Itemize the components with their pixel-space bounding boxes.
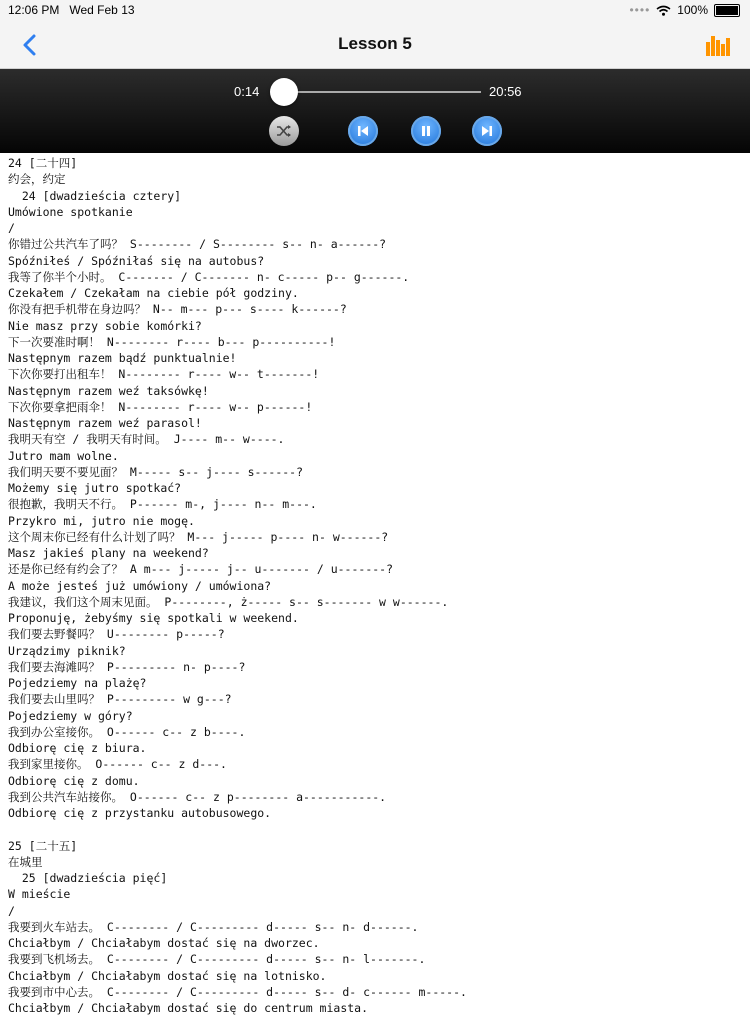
lesson-line: Następnym razem weź taksówkę! bbox=[8, 383, 209, 398]
skip-next-icon bbox=[480, 124, 494, 138]
pause-button[interactable] bbox=[411, 116, 441, 146]
lesson-line: Umówione spotkanie bbox=[8, 204, 133, 219]
navigation-bar bbox=[0, 22, 750, 69]
shuffle-icon bbox=[276, 124, 292, 138]
lesson-line: Proponuję, żebyśmy się spotkali w weekend. bbox=[8, 611, 299, 625]
lesson-line: 下一次要准时啊！ N-------- r---- b--- p----------! bbox=[8, 334, 336, 349]
previous-button[interactable] bbox=[348, 116, 378, 146]
lesson-line: / bbox=[8, 903, 15, 918]
audio-player bbox=[0, 69, 750, 153]
lesson-line: Odbiorę cię z biura. bbox=[8, 741, 147, 755]
status-date: Wed Feb 13 bbox=[69, 3, 135, 17]
lesson-line: Odbiorę cię z przystanku autobusowego. bbox=[8, 806, 272, 820]
lesson-text bbox=[8, 155, 744, 1015]
page-title: Lesson 5 bbox=[338, 34, 412, 53]
lesson-line: Jutro mam wolne. bbox=[8, 448, 119, 463]
progress-slider-thumb[interactable] bbox=[270, 78, 298, 106]
lesson-line: 我明天有空 / 我明天有时间。 J---- m-- w----. bbox=[8, 432, 285, 447]
skip-previous-icon bbox=[356, 124, 370, 138]
lesson-line: 我们要去野餐吗？ U-------- p-----? bbox=[8, 627, 225, 642]
lesson-line: Urządzimy piknik? bbox=[8, 643, 126, 658]
lesson-line: Możemy się jutro spotkać? bbox=[8, 481, 182, 495]
lesson-line: 在城里 bbox=[8, 854, 43, 869]
lesson-line: Odbiorę cię z domu. bbox=[8, 773, 140, 788]
pause-icon bbox=[419, 124, 433, 138]
lesson-line: 还是你已经有约会了？ A m--- j----- j-- u------- / u-------? bbox=[8, 562, 394, 577]
signal-dots-icon: •••• bbox=[629, 3, 651, 17]
lesson-line: 下次你要打出租车！ N-------- r---- w-- t-------! bbox=[8, 367, 320, 382]
lesson-line: Chciałbym / Chciałabym dostać się na lotnisko. bbox=[8, 968, 327, 983]
statistics-button[interactable] bbox=[706, 34, 730, 56]
wifi-icon bbox=[656, 5, 671, 16]
lesson-line: 下次你要拿把雨伞！ N-------- r---- w-- p------! bbox=[8, 399, 313, 414]
lesson-line: 这个周末你已经有什么计划了吗？ M--- j----- p---- n- w------? bbox=[8, 529, 389, 544]
status-time: 12:06 PM bbox=[8, 3, 60, 17]
lesson-line: 我要到火车站去。 C-------- / C--------- d----- s-- n- d------. bbox=[8, 919, 419, 934]
lesson-line: 我要到飞机场去。 C-------- / C--------- d----- s-- n- l-------. bbox=[8, 952, 426, 967]
lesson-line: 25 [二十五] bbox=[8, 838, 78, 853]
lesson-line: / bbox=[8, 221, 15, 235]
battery-percent: 100% bbox=[677, 3, 708, 17]
lesson-line: A może jesteś już umówiony / umówiona? bbox=[8, 578, 272, 593]
lesson-line: 我等了你半个小时。 C------- / C------- n- c----- p-- g------. bbox=[8, 269, 410, 284]
lesson-line: W mieście bbox=[8, 887, 71, 902]
lesson-line: Pojedziemy w góry? bbox=[8, 708, 133, 723]
lesson-line: 我到公共汽车站接你。 O------ c-- z p-------- a-----------. bbox=[8, 789, 387, 804]
lesson-line: Następnym razem weź parasol! bbox=[8, 416, 202, 430]
lesson-line: 24 [二十四] bbox=[8, 156, 78, 170]
lesson-line: Chciałbym / Chciałabym dostać się na dworzec. bbox=[8, 936, 320, 950]
lesson-line: 我到办公室接你。 O------ c-- z b----. bbox=[8, 724, 246, 739]
shuffle-button[interactable] bbox=[269, 116, 299, 146]
battery-icon bbox=[714, 4, 740, 17]
lesson-line: Czekałem / Czekałam na ciebie pół godziny. bbox=[8, 286, 299, 300]
lesson-line: Masz jakieś plany na weekend? bbox=[8, 546, 209, 560]
progress-track[interactable] bbox=[284, 91, 481, 93]
status-time-date bbox=[8, 3, 135, 17]
lesson-line: Następnym razem bądź punktualnie! bbox=[8, 351, 237, 365]
current-time: 0:14 bbox=[234, 84, 260, 99]
lesson-line: 我们要去山里吗？ P--------- w g---? bbox=[8, 692, 232, 707]
lesson-line: 很抱歉，我明天不行。 P------ m-, j---- n-- m---. bbox=[8, 497, 317, 512]
status-bar bbox=[0, 0, 750, 22]
lesson-line: 我要到市中心去。 C-------- / C--------- d----- s-- d- c------ m-----. bbox=[8, 984, 467, 999]
lesson-line: 我建议，我们这个周末见面。 P--------, ż----- s-- s------- w w------. bbox=[8, 594, 449, 609]
lesson-line: 我们明天要不要见面？ M----- s-- j---- s------? bbox=[8, 464, 304, 479]
lesson-line: Spóźniłeś / Spóźniłaś się na autobus? bbox=[8, 253, 265, 268]
lesson-line: Przykro mi, jutro nie mogę. bbox=[8, 513, 195, 528]
lesson-line: 我到家里接你。 O------ c-- z d---. bbox=[8, 757, 227, 772]
lesson-line: 你错过公共汽车了吗？ S-------- / S-------- s-- n- a------? bbox=[8, 237, 387, 252]
bar-chart-icon bbox=[706, 34, 730, 56]
lesson-line: 约会，约定 bbox=[8, 172, 66, 187]
lesson-line: 你没有把手机带在身边吗？ N-- m--- p--- s---- k------? bbox=[8, 302, 347, 317]
lesson-line: 24 [dwadzieścia cztery] bbox=[8, 188, 182, 203]
next-button[interactable] bbox=[472, 116, 502, 146]
status-right bbox=[629, 3, 740, 17]
lesson-line: 我们要去海滩吗？ P--------- n- p----? bbox=[8, 659, 246, 674]
lesson-line: Chciałbym / Chciałabym dostać się do centrum miasta. bbox=[8, 1001, 369, 1015]
lesson-line bbox=[8, 821, 744, 837]
total-time: 20:56 bbox=[489, 84, 522, 99]
lesson-line: Nie masz przy sobie komórki? bbox=[8, 318, 202, 333]
lesson-line: 25 [dwadzieścia pięć] bbox=[8, 871, 168, 885]
lesson-line: Pojedziemy na plażę? bbox=[8, 676, 147, 690]
